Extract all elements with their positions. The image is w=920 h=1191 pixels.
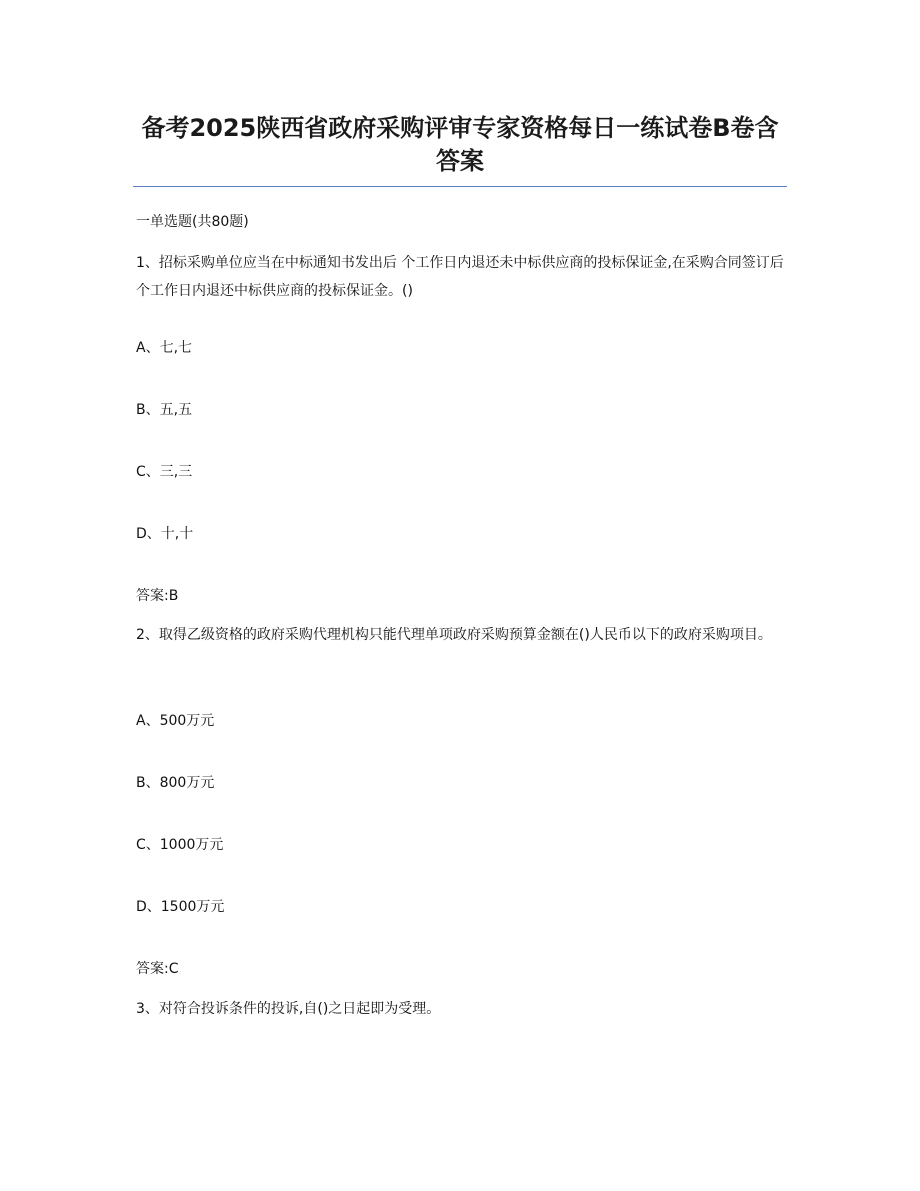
question-2-option-c: C、1000万元 (136, 837, 224, 853)
question-1-option-a: A、七,七 (136, 340, 193, 356)
title-divider (133, 186, 787, 187)
question-1-answer: 答案:B (136, 588, 179, 604)
question-2-text: 2、取得乙级资格的政府采购代理机构只能代理单项政府采购预算金额在()人民币以下的政府采购项目。 (136, 627, 772, 643)
question-1-option-b: B、五,五 (136, 402, 193, 418)
question-2-answer: 答案:C (136, 961, 179, 977)
question-2-option-d: D、1500万元 (136, 899, 225, 915)
section-heading: 一单选题(共80题) (136, 214, 249, 230)
question-1-option-d: D、十,十 (136, 526, 194, 542)
question-1-text: 1、招标采购单位应当在中标通知书发出后 个工作日内退还未中标供应商的投标保证金,在采购合同签订后 个工作日内退还中标供应商的投标保证金。() (136, 255, 784, 299)
question-3-text: 3、对符合投诉条件的投诉,自()之日起即为受理。 (136, 1001, 441, 1017)
question-2-option-b: B、800万元 (136, 775, 215, 791)
document-title: 备考2025陕西省政府采购评审专家资格每日一练试卷B卷含答案 (141, 114, 779, 175)
question-1-option-c: C、三,三 (136, 464, 193, 480)
question-2-option-a: A、500万元 (136, 713, 215, 729)
